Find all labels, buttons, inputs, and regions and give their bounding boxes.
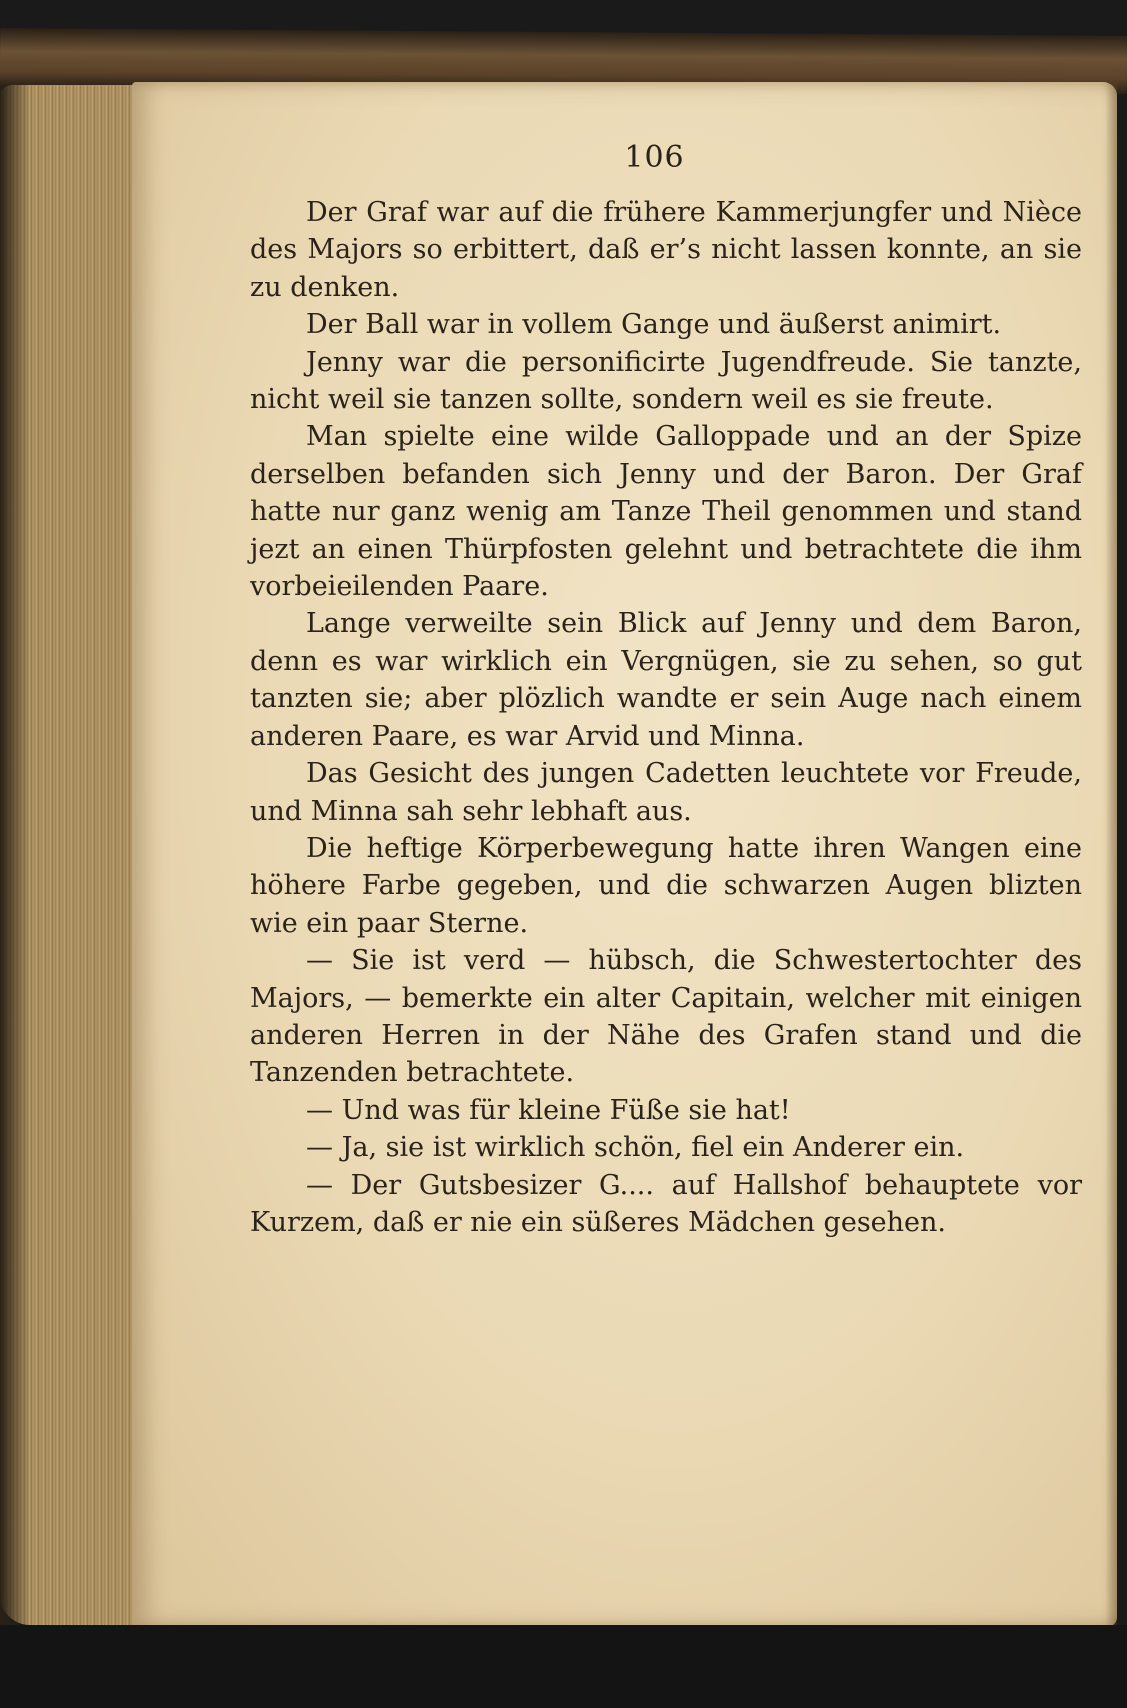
page-body-text [250,194,1082,1241]
paragraph: — Sie ist verd — hübsch, die Schwestertochter des Majors, — bemerkte ein alter Capitain, welcher mit einigen anderen Herren in der Nähe des Grafen stand und die Tanzenden betrachtete. [250,945,1082,1089]
paragraph: Das Gesicht des jungen Cadetten leuchtete vor Freude, und Minna sah sehr lebhaft aus. [250,758,1082,827]
book-page [132,82,1117,1627]
page-stack-shadow [0,85,30,1625]
paragraph: Die heftige Körperbewegung hatte ihren Wangen eine höhere Farbe gegeben, und die schwarzen Augen blizten wie ein paar Sterne. [250,832,1082,939]
paragraph: Man spielte eine wilde Galloppade und an der Spize derselben befanden sich Jenny und der Baron. Der Graf hatte nur ganz wenig am Tanze Theil genommen und stand jezt an einen Thürpfosten gelehnt und betrachtete die ihm vorbeieilenden Paare. [250,421,1082,603]
paragraph: — Der Gutsbesizer G.... auf Hallshof behauptete vor Kurzem, daß er nie ein süßeres Mädchen gesehen. [250,1169,1082,1238]
paragraph: Der Graf war auf die frühere Kammerjungfer und Nièce des Majors so erbittert, daß er’s nicht lassen konnte, an sie zu denken. [250,197,1082,303]
paragraph: Der Ball war in vollem Gange und äußerst animirt. [306,309,1002,341]
page-number: 106 [624,140,685,175]
page-edge-shadow [1105,82,1117,1627]
paragraph: Jenny war die personificirte Jugendfreude. Sie tanzte, nicht weil sie tanzen sollte, sondern weil es sie freute. [250,346,1082,416]
paragraph: — Und was für kleine Füße sie hat! [306,1094,791,1126]
paragraph: — Ja, sie ist wirklich schön, fiel ein Anderer ein. [306,1132,965,1164]
paragraph: Lange verweilte sein Blick auf Jenny und dem Baron, denn es war wirklich ein Vergnügen, sie zu sehen, so gut tanzten sie; aber plözlich wandte er sein Auge nach einem anderen Paare, es war Arvid und Minna. [250,608,1082,752]
scan-background [0,1625,1127,1708]
